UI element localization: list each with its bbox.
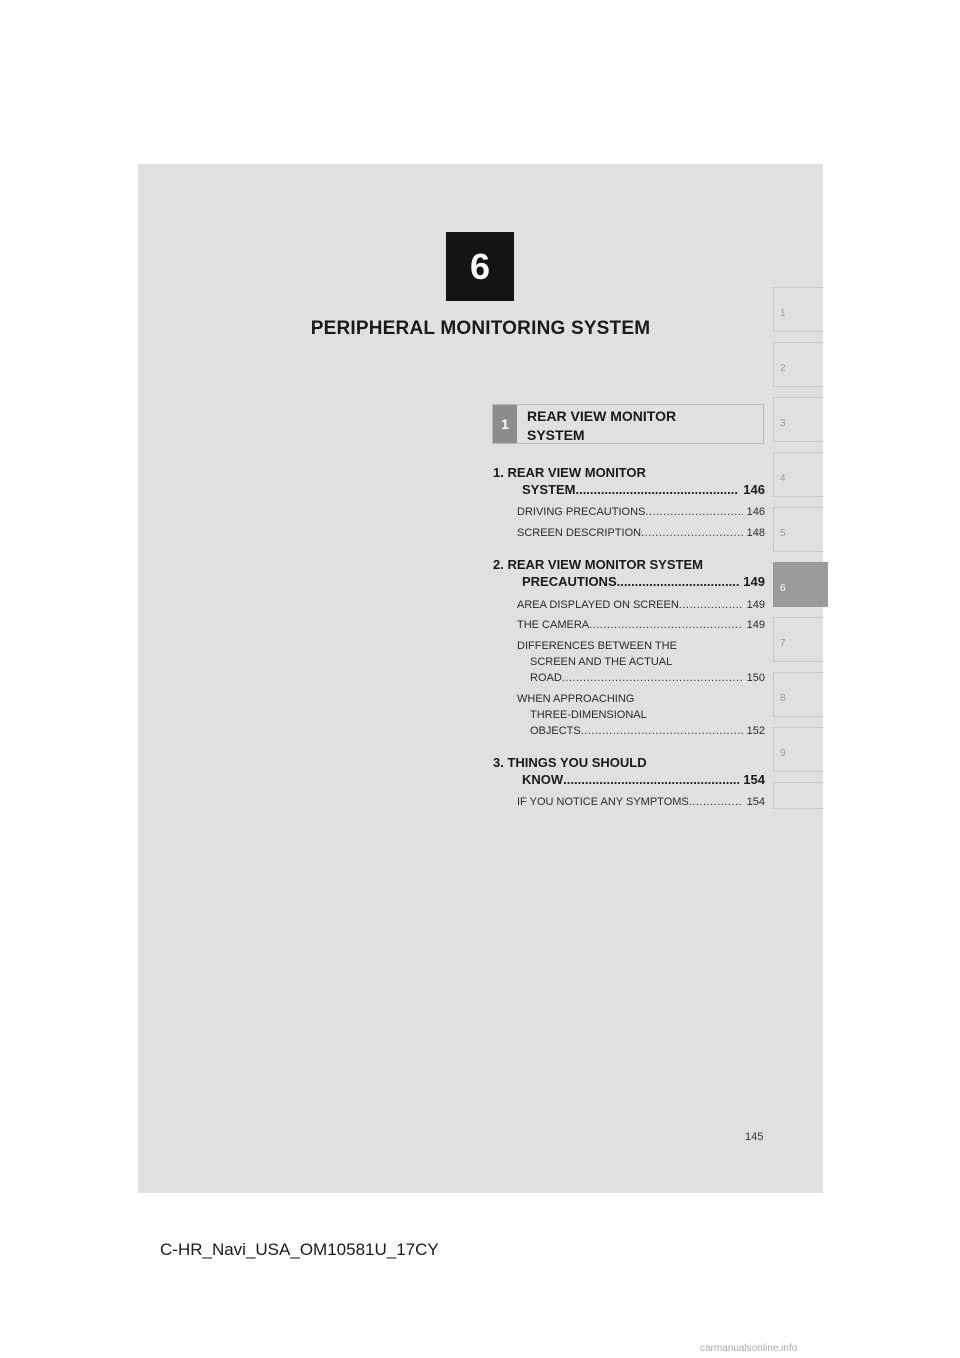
- watermark: carmanualsonline.info: [700, 1343, 798, 1354]
- chapter-number-box: [446, 232, 514, 301]
- toc-sub-the-camera[interactable]: THE CAMERA ..... 149: [517, 617, 765, 633]
- chapter-tab-4[interactable]: 4: [773, 452, 823, 497]
- section-header: [492, 404, 764, 444]
- toc-sub-differences[interactable]: DIFFERENCES BETWEEN THE SCREEN AND THE ACTUAL ROAD ..... 150: [517, 638, 765, 686]
- chapter-title: PERIPHERAL MONITORING SYSTEM: [310, 318, 651, 339]
- chapter-tab-3[interactable]: 3: [773, 397, 823, 442]
- document-code: C-HR_Navi_USA_OM10581U_17CY: [160, 1240, 439, 1259]
- toc-sub-area-displayed[interactable]: AREA DISPLAYED ON SCREEN ..... 149: [517, 597, 765, 613]
- chapter-number: 6: [469, 245, 491, 287]
- chapter-tab-6-active[interactable]: 6: [773, 562, 828, 607]
- toc-entry-1[interactable]: 1. REAR VIEW MONITOR SYSTEM ..... 146: [493, 464, 765, 498]
- chapter-tab-5[interactable]: 5: [773, 507, 823, 552]
- chapter-tab-7[interactable]: 7: [773, 617, 823, 662]
- toc-sub-driving-precautions[interactable]: DRIVING PRECAUTIONS ..... 146: [517, 504, 765, 520]
- chapter-tab-blank[interactable]: [773, 782, 823, 809]
- section-number: 1: [493, 405, 517, 443]
- chapter-tab-2[interactable]: 2: [773, 342, 823, 387]
- chapter-tab-1[interactable]: 1: [773, 287, 823, 332]
- section-title: REAR VIEW MONITOR SYSTEM: [527, 408, 677, 443]
- toc-entry-3[interactable]: 3. THINGS YOU SHOULD KNOW ..... 154: [493, 754, 765, 788]
- page-number: 145: [745, 1131, 764, 1143]
- chapter-tab-9[interactable]: 9: [773, 727, 823, 772]
- toc-sub-screen-description[interactable]: SCREEN DESCRIPTION ..... 148: [517, 525, 765, 541]
- chapter-tab-8[interactable]: 8: [773, 672, 823, 717]
- toc-entry-2[interactable]: 2. REAR VIEW MONITOR SYSTEM PRECAUTIONS ..... 149: [493, 556, 765, 590]
- toc-sub-symptoms[interactable]: IF YOU NOTICE ANY SYMPTOMS ..... 154: [517, 794, 765, 810]
- toc-sub-three-dimensional[interactable]: WHEN APPROACHING THREE-DIMENSIONAL OBJECTS ..... 152: [517, 691, 765, 739]
